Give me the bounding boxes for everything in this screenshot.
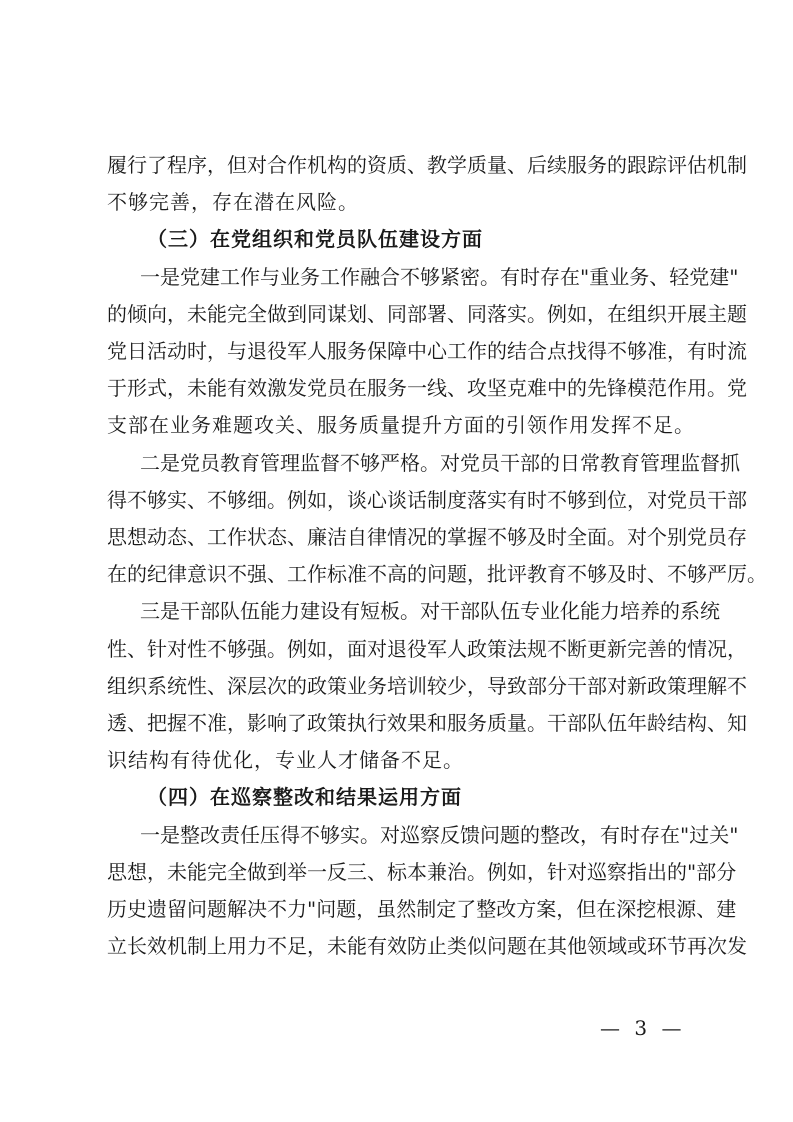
section-heading: （三）在党组织和党员队伍建设方面: [147, 227, 483, 252]
body-line: 组织系统性、深层次的政策业务培训较少，导致部分干部对新政策理解不: [107, 673, 747, 698]
paragraph-first-line: 二是党员教育管理监督不够严格。对党员干部的日常教育管理监督抓: [140, 450, 740, 475]
paragraph-first-line: 一是整改责任压得不够实。对巡察反馈问题的整改，有时存在"过关": [140, 822, 739, 847]
paragraph-last-line: 支部在业务难题攻关、服务质量提升方面的引领作用发挥不足。: [107, 413, 695, 438]
body-line: 得不够实、不够细。例如，谈心谈话制度落实有时不够到位，对党员干部: [107, 487, 747, 512]
body-line: 党日活动时，与退役军人服务保障中心工作的结合点找得不够准，有时流: [107, 339, 747, 363]
page-number: — 3 —: [600, 1016, 686, 1040]
body-line: 履行了程序，但对合作机构的资质、教学质量、后续服务的跟踪评估机制: [107, 153, 747, 177]
body-line: 的倾向，未能完全做到同谋划、同部署、同落实。例如，在组织开展主题: [107, 301, 747, 326]
body-line: 思想动态、工作状态、廉洁自律情况的掌握不够及时全面。对个别党员存: [107, 525, 747, 549]
body-line: 在的纪律意识不强、工作标准不高的问题，批评教育不够及时、不够严厉。: [107, 562, 767, 587]
body-line: 历史遗留问题解决不力"问题，虽然制定了整改方案，但在深挖根源、建: [107, 897, 737, 921]
paragraph-last-line: 识结构有待优化，专业人才储备不足。: [107, 748, 464, 773]
body-line: 透、把握不准，影响了政策执行效果和服务质量。干部队伍年龄结构、知: [107, 711, 747, 735]
paragraph-last-line: 不够完善，存在潜在风险。: [107, 190, 359, 215]
body-line: 思想，未能完全做到举一反三、标本兼治。例如，针对巡察指出的"部分: [107, 859, 737, 884]
paragraph-first-line: 一是党建工作与业务工作融合不够紧密。有时存在"重业务、轻党建": [140, 264, 739, 289]
body-line: 于形式，未能有效激发党员在服务一线、攻坚克难中的先锋模范作用。党: [107, 376, 747, 401]
section-heading: （四）在巡察整改和结果运用方面: [147, 785, 462, 810]
body-line: 性、针对性不够强。例如，面对退役军人政策法规不断更新完善的情况，: [107, 636, 747, 661]
paragraph-first-line: 三是干部队伍能力建设有短板。对干部队伍专业化能力培养的系统: [140, 599, 720, 624]
body-line: 立长效机制上用力不足，未能有效防止类似问题在其他领域或环节再次发: [107, 934, 747, 959]
